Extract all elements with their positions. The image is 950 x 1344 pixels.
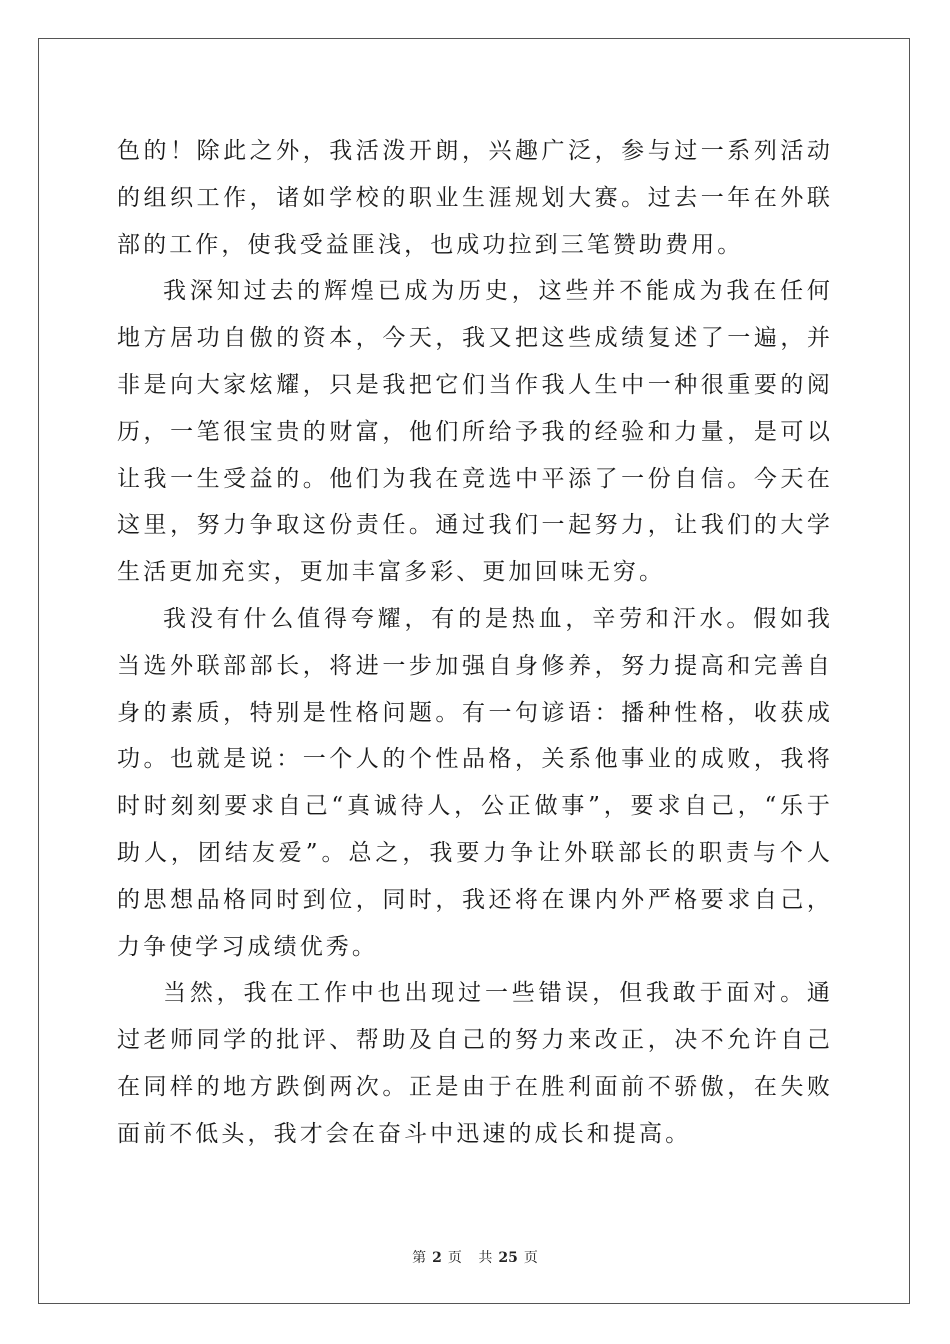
total-indicator [475, 1250, 540, 1266]
total-pages: 25 [498, 1250, 518, 1266]
page-indicator [409, 1250, 465, 1266]
page-suffix: 页 [447, 1250, 462, 1266]
paragraph: 我没有什么值得夸耀，有的是热血，辛劳和汗水。假如我当选外联部部长，将进一步加强自身修养，努力提高和完善自身的素质，特别是性格问题。有一句谚语：播种性格，收获成功。也就是说：一个人的个性品格，关系他事业的成败，我将时时刻刻要求自己“真诚待人，公正做事”，要求自己，“乐于助人，团结友爱”。总之，我要力争让外联部长的职责与个人的思想品格同时到位，同时，我还将在课内外严格要求自己，力争使学习成绩优秀。 [117, 605, 833, 960]
page-prefix: 第 [412, 1250, 427, 1266]
total-prefix: 共 [478, 1250, 493, 1266]
page-number: 2 [432, 1250, 442, 1266]
total-suffix: 页 [523, 1250, 538, 1266]
document-body [117, 128, 833, 1158]
paragraph: 我深知过去的辉煌已成为历史，这些并不能成为我在任何地方居功自傲的资本，今天，我又把这些成绩复述了一遍，并非是向大家炫耀，只是我把它们当作我人生中一种很重要的阅历，一笔很宝贵的财富，他们所给予我的经验和力量，是可以让我一生受益的。他们为我在竞选中平添了一份自信。今天在这里，努力争取这份责任。通过我们一起努力，让我们的大学生活更加充实，更加丰富多彩、更加回味无穷。 [117, 278, 833, 586]
paragraph: 当然，我在工作中也出现过一些错误，但我敢于面对。通过老师同学的批评、帮助及自己的努力来改正，决不允许自己在同样的地方跌倒两次。正是由于在胜利面前不骄傲，在失败面前不低头，我才会在奋斗中迅速的成长和提高。 [117, 980, 833, 1147]
page-footer [0, 1247, 950, 1267]
paragraph-continued: 色的！除此之外，我活泼开朗，兴趣广泛，参与过一系列活动的组织工作，诸如学校的职业生涯规划大赛。过去一年在外联部的工作，使我受益匪浅，也成功拉到三笔赞助费用。 [117, 138, 833, 258]
